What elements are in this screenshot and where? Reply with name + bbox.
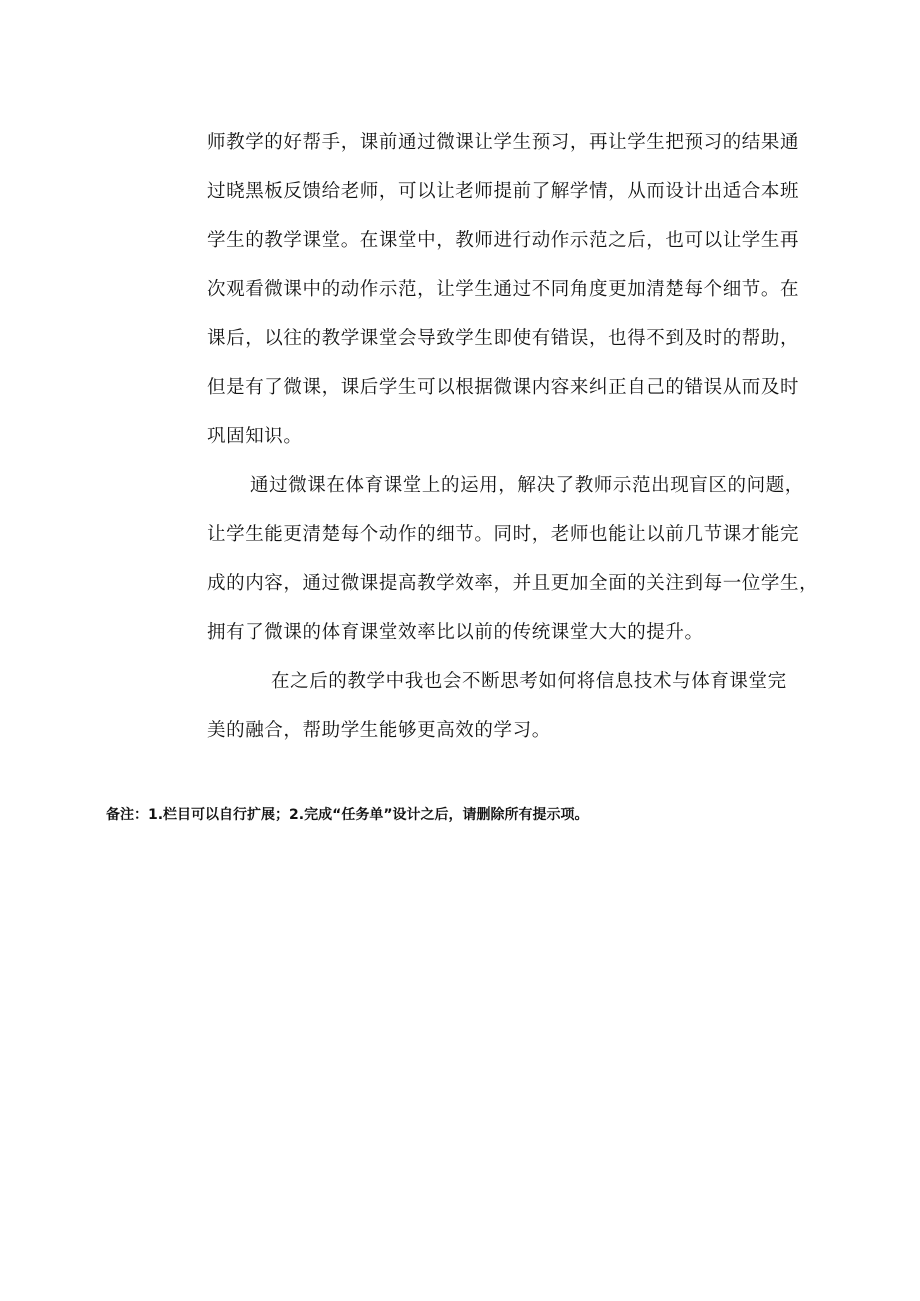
paragraph-1-line-6: 但是有了微课，课后学生可以根据微课内容来纠正自己的错误从而及时 [207,377,800,398]
paragraph-2-line-1: 通过微课在体育课堂上的运用，解决了教师示范出现盲区的问题， [250,475,804,496]
paragraph-1-line-5: 课后，以往的教学课堂会导致学生即使有错误，也得不到及时的帮助， [207,328,800,349]
paragraph-1-line-4: 次观看微课中的动作示范，让学生通过不同角度更加清楚每个细节。在 [207,279,800,300]
paragraph-1-line-7: 巩固知识。 [207,426,303,447]
body-text [207,118,847,755]
paragraph-2-line-4: 拥有了微课的体育课堂效率比以前的传统课堂大大的提升。 [207,622,704,643]
paragraph-1-line-1: 师教学的好帮手，课前通过微课让学生预习，再让学生把预习的结果通 [207,132,800,153]
paragraph-2-line-2: 让学生能更清楚每个动作的细节。同时，老师也能让以前几节课才能完 [207,524,800,545]
paragraph-2-line-3: 成的内容，通过微课提高教学效率，并且更加全面的关注到每一位学生， [207,573,819,594]
paragraph-3-line-2: 美的融合，帮助学生能够更高效的学习。 [207,720,551,741]
footer-note: 备注：1.栏目可以自行扩展；2.完成“任务单”设计之后，请删除所有提示项。 [106,807,589,823]
paragraph-1-line-3: 学生的教学课堂。在课堂中，教师进行动作示范之后，也可以让学生再 [207,230,800,251]
paragraph-1-line-2: 过晓黑板反馈给老师，可以让老师提前了解学情，从而设计出适合本班 [207,181,800,202]
paragraph-3-line-1: 在之后的教学中我也会不断思考如何将信息技术与体育课堂完 [271,671,787,692]
